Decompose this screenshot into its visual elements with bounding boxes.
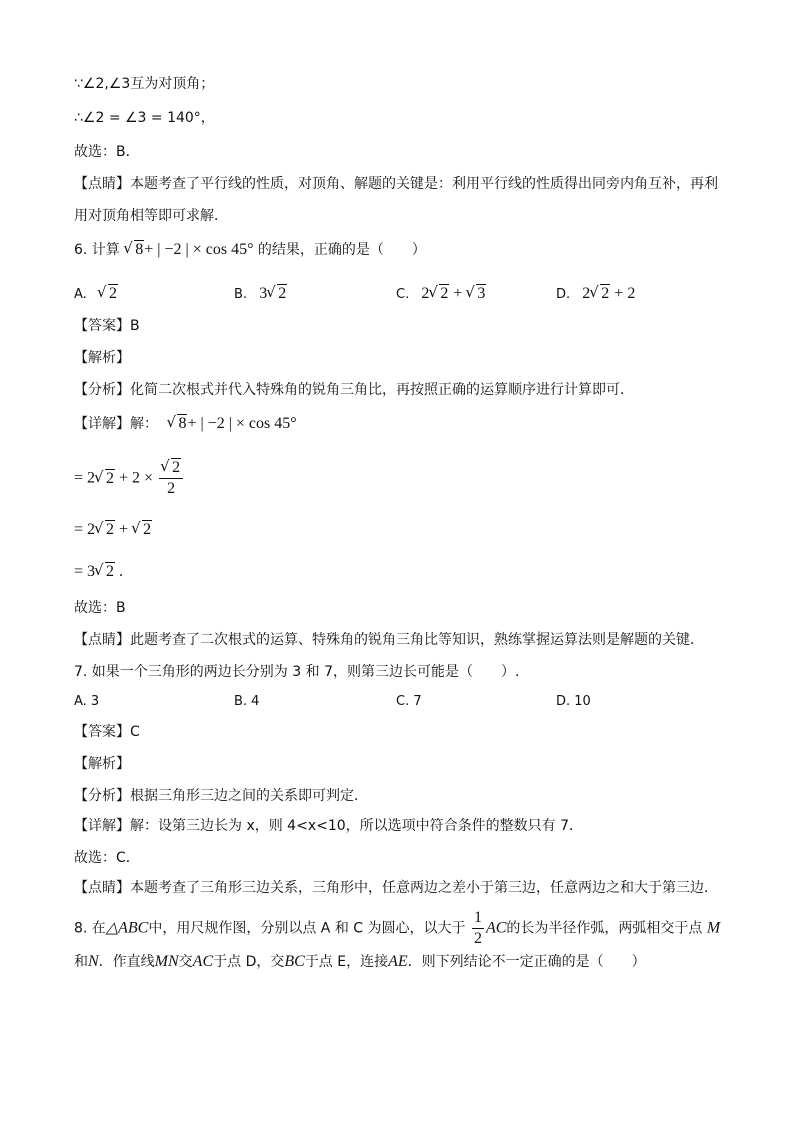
q6-expr-tail: + | −2 | × cos 45° (144, 241, 254, 258)
answer-line: 【答案】C (74, 724, 140, 740)
option-d: D. 2√ 2 + 2 (556, 284, 635, 305)
text-line: ∴∠2 = ∠3 = 140°， (74, 110, 215, 126)
fenxi-line: 【分析】根据三角形三边之间的关系即可判定． (74, 788, 368, 804)
sqrt-8: √ 8 (125, 240, 144, 260)
dianjing-line: 【点睛】本题考查了三角形三边关系，三角形中，任意两边之差小于第三边，任意两边之和大于第三边． (74, 880, 718, 896)
guxuan-line: 故选：C． (74, 850, 140, 866)
jiexi-line: 【解析】 (74, 756, 130, 772)
xiangjie-line: 【详解】解：设第三边长为 x，则 4<x<10，所以选项中符合条件的整数只有 7． (74, 818, 584, 834)
dianjing-line: 【点睛】此题考查了二次根式的运算、特殊角的锐角三角比等知识，熟练掌握运算法则是解题的关键． (74, 632, 704, 648)
jiexi-line: 【解析】 (74, 350, 130, 366)
step-1: = 2√ 2 + 2 × √ $\frac{2}{2}$ (74, 458, 185, 499)
step-3: = 3√ 2 . (74, 562, 123, 582)
guxuan-line: 故选：B (74, 600, 126, 616)
option-c: C. 7 (396, 694, 422, 709)
text-line: 用对顶角相等即可求解． (74, 208, 228, 224)
option-a: A. 3 (74, 694, 100, 709)
fenxi-line: 【分析】化简二次根式并代入特殊角的锐角三角比，再按照正确的运算顺序进行计算即可． (74, 382, 634, 398)
option-c: C. 2√ 2 + √ 3 (396, 284, 486, 305)
question-8-line-1: 8. 在△ABC中，用尺规作图，分别以点 A 和 C 为圆心，以大于 $\frac{1}{2}$ AC的长为半径作弧，两弧相交于点 M (74, 909, 721, 947)
answer-line: 【答案】B (74, 318, 140, 334)
question-7: 7. 如果一个三角形的两边长分别为 3 和 7，则第三边长可能是（ ）. (74, 664, 520, 680)
option-b: B. 3√ 2 (234, 284, 287, 305)
q6-prefix: 6. 计算 (74, 242, 120, 258)
option-d: D. 10 (556, 694, 591, 709)
question-6 (74, 240, 426, 260)
text-line: ∵∠2,∠3互为对顶角； (74, 76, 215, 92)
option-b: B. 4 (234, 694, 260, 709)
q6-suffix: 的结果，正确的是（ ） (257, 242, 426, 258)
text-line: 【点睛】本题考查了平行线的性质，对顶角、解题的关键是：利用平行线的性质得出同旁内角互补，再利 (74, 176, 718, 192)
question-8-line-2: 和N．作直线MN交AC于点 D，交BC于点 E，连接AE．则下列结论不一定正确的是（ ） (74, 953, 646, 970)
xiangjie-line: 【详解】解： √ 8+ | −2 | × cos 45° (74, 414, 297, 434)
option-a: A. √ 2 (74, 284, 118, 305)
step-2: = 2√ 2 + √ 2 (74, 520, 152, 540)
text-line: 故选：B． (74, 144, 140, 160)
